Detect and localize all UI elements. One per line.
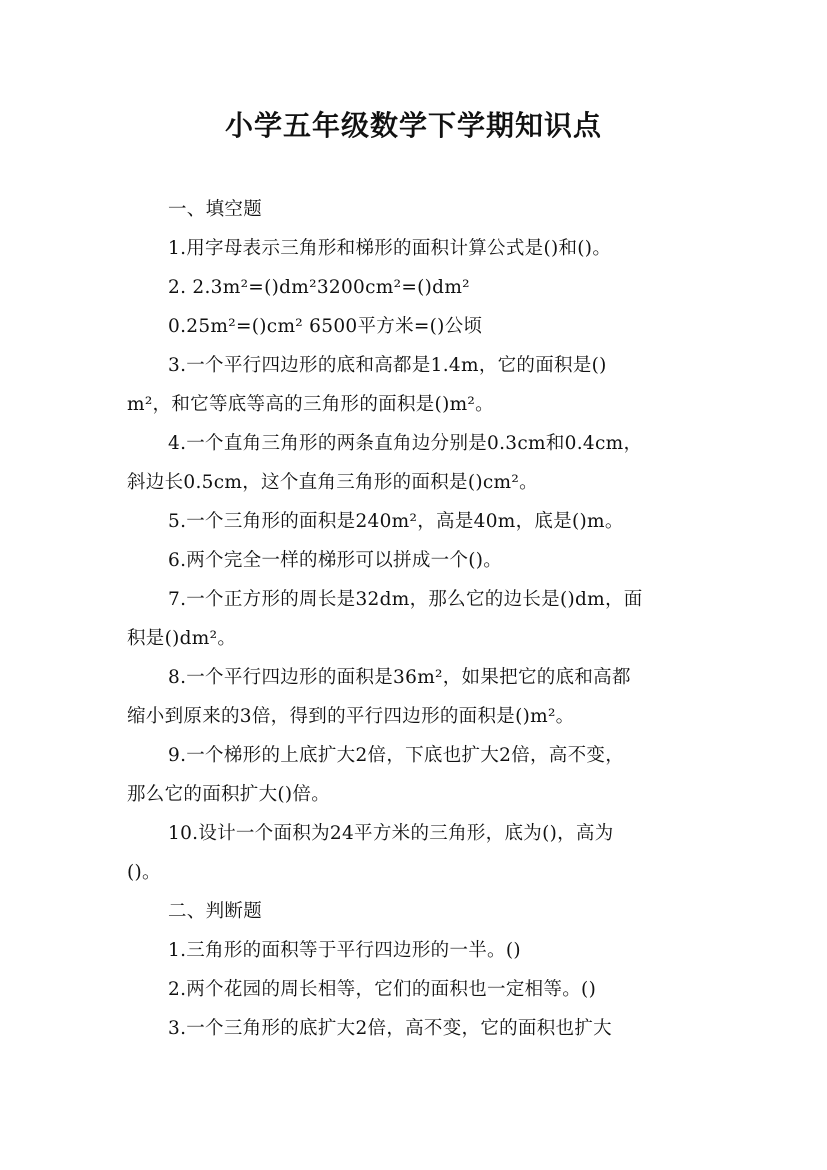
text-line: 1.用字母表示三角形和梯形的面积计算公式是()和()。 [168,238,612,259]
text-line: 积是()dm²。 [127,628,237,649]
text-line: 3.一个三角形的底扩大2倍，高不变，它的面积也扩大 [168,1018,612,1039]
text-line: m²，和它等底等高的三角形的面积是()m²。 [127,394,494,415]
text-line: 2. 2.3m²=()dm²3200cm²=()dm² [168,277,470,298]
section-heading-true-false: 二、判断题 [168,901,263,922]
text-line: 3.一个平行四边形的底和高都是1.4m，它的面积是() [168,355,607,376]
document-title: 小学五年级数学下学期知识点 [224,109,602,142]
text-line: 1.三角形的面积等于平行四边形的一半。() [168,940,521,961]
text-line: 缩小到原来的3倍，得到的平行四边形的面积是()m²。 [127,706,575,727]
text-line: 2.两个花园的周长相等，它们的面积也一定相等。() [168,979,597,1000]
text-line: 那么它的面积扩大()倍。 [127,784,331,805]
section-heading-fill-in: 一、填空题 [168,199,263,220]
text-line: 斜边长0.5cm，这个直角三角形的面积是()cm²。 [127,472,538,493]
text-line: 6.两个完全一样的梯形可以拼成一个()。 [168,550,503,571]
text-line: 9.一个梯形的上底扩大2倍，下底也扩大2倍，高不变， [168,745,624,766]
text-line: 10.设计一个面积为24平方米的三角形，底为()，高为 [168,823,614,844]
text-line: 7.一个正方形的周长是32dm，那么它的边长是()dm，面 [168,589,643,610]
text-line: 0.25m²=()cm² 6500平方米=()公顷 [168,316,483,337]
text-line: ()。 [127,862,161,883]
text-line: 4.一个直角三角形的两条直角边分别是0.3cm和0.4cm， [168,433,643,454]
text-line: 5.一个三角形的面积是240m²，高是40m，底是()m。 [168,511,624,532]
text-line: 8.一个平行四边形的面积是36m²，如果把它的底和高都 [168,667,631,688]
